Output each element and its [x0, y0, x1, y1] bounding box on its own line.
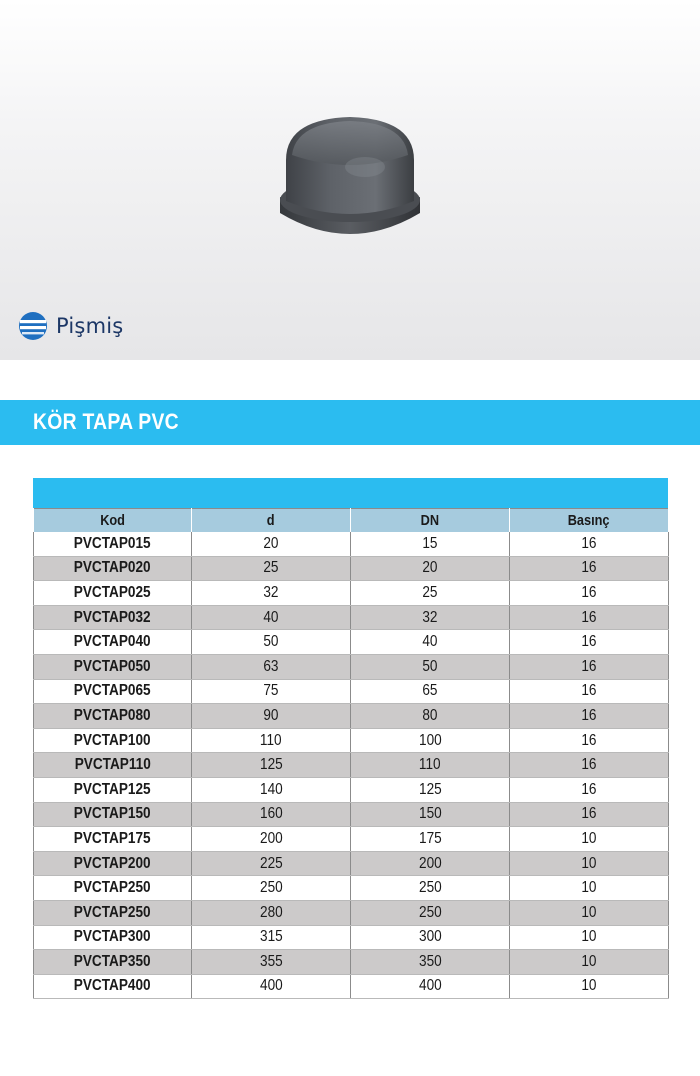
table-row — [34, 605, 669, 630]
table-row — [34, 679, 669, 704]
cell-d: 20 — [192, 532, 351, 556]
cell-dn: 25 — [351, 581, 510, 606]
cell-basinc: 10 — [510, 925, 669, 950]
cell-kod: PVCTAP025 — [34, 581, 192, 606]
cell-dn: 150 — [351, 802, 510, 827]
cell-basinc: 16 — [510, 532, 669, 556]
column-header-basinc: Basınç — [510, 509, 669, 533]
cell-d: 250 — [192, 876, 351, 901]
cell-dn: 250 — [351, 900, 510, 925]
cell-kod: PVCTAP110 — [34, 753, 192, 778]
cell-kod: PVCTAP040 — [34, 630, 192, 655]
cell-basinc: 16 — [510, 605, 669, 630]
cell-d: 400 — [192, 974, 351, 999]
cell-dn: 65 — [351, 679, 510, 704]
column-header-dn: DN — [351, 509, 510, 533]
cell-d: 75 — [192, 679, 351, 704]
table-row — [34, 753, 669, 778]
cell-dn: 200 — [351, 851, 510, 876]
cell-basinc: 10 — [510, 900, 669, 925]
cell-d: 160 — [192, 802, 351, 827]
cell-dn: 110 — [351, 753, 510, 778]
spec-table — [33, 508, 669, 999]
cell-kod: PVCTAP032 — [34, 605, 192, 630]
cell-dn: 80 — [351, 704, 510, 729]
cell-d: 90 — [192, 704, 351, 729]
cell-basinc: 10 — [510, 876, 669, 901]
cell-kod: PVCTAP125 — [34, 777, 192, 802]
spec-table-container — [33, 478, 668, 999]
cell-basinc: 16 — [510, 679, 669, 704]
table-row — [34, 851, 669, 876]
cell-d: 225 — [192, 851, 351, 876]
cell-d: 355 — [192, 950, 351, 975]
cell-kod: PVCTAP250 — [34, 900, 192, 925]
table-header-row — [34, 509, 669, 533]
cell-dn: 32 — [351, 605, 510, 630]
cell-d: 25 — [192, 556, 351, 581]
cell-basinc: 10 — [510, 827, 669, 852]
cell-d: 200 — [192, 827, 351, 852]
table-row — [34, 876, 669, 901]
table-row — [34, 950, 669, 975]
pismis-logo-icon — [18, 311, 48, 341]
cell-basinc: 16 — [510, 753, 669, 778]
cell-basinc: 16 — [510, 630, 669, 655]
cell-basinc: 16 — [510, 728, 669, 753]
column-header-kod: Kod — [34, 509, 192, 533]
column-header-d: d — [192, 509, 351, 533]
cell-d: 40 — [192, 605, 351, 630]
table-row — [34, 925, 669, 950]
cell-basinc: 16 — [510, 704, 669, 729]
cell-dn: 400 — [351, 974, 510, 999]
table-row — [34, 900, 669, 925]
cell-kod: PVCTAP100 — [34, 728, 192, 753]
cell-d: 125 — [192, 753, 351, 778]
brand-name: Pişmiş — [56, 314, 124, 338]
cell-kod: PVCTAP015 — [34, 532, 192, 556]
cell-kod: PVCTAP050 — [34, 654, 192, 679]
cell-dn: 250 — [351, 876, 510, 901]
table-row — [34, 556, 669, 581]
cell-basinc: 10 — [510, 974, 669, 999]
table-row — [34, 654, 669, 679]
product-hero — [0, 0, 700, 360]
table-row — [34, 777, 669, 802]
pvc-end-cap-image — [270, 105, 430, 255]
cell-kod: PVCTAP020 — [34, 556, 192, 581]
cell-dn: 175 — [351, 827, 510, 852]
cell-dn: 300 — [351, 925, 510, 950]
title-band — [0, 400, 700, 445]
cell-basinc: 16 — [510, 654, 669, 679]
cell-dn: 50 — [351, 654, 510, 679]
cell-dn: 40 — [351, 630, 510, 655]
table-row — [34, 532, 669, 556]
cell-kod: PVCTAP150 — [34, 802, 192, 827]
cell-dn: 350 — [351, 950, 510, 975]
cell-dn: 125 — [351, 777, 510, 802]
cell-d: 315 — [192, 925, 351, 950]
table-row — [34, 802, 669, 827]
cell-basinc: 16 — [510, 556, 669, 581]
cell-kod: PVCTAP250 — [34, 876, 192, 901]
table-body — [34, 532, 669, 999]
table-row — [34, 581, 669, 606]
cell-basinc: 10 — [510, 950, 669, 975]
table-row — [34, 728, 669, 753]
page-title: KÖR TAPA PVC — [33, 409, 179, 434]
cell-basinc: 16 — [510, 777, 669, 802]
cell-dn: 20 — [351, 556, 510, 581]
cell-basinc: 16 — [510, 581, 669, 606]
brand-logo — [18, 309, 123, 343]
cell-d: 50 — [192, 630, 351, 655]
cell-d: 280 — [192, 900, 351, 925]
cell-kod: PVCTAP400 — [34, 974, 192, 999]
cell-dn: 100 — [351, 728, 510, 753]
table-top-bar — [33, 478, 668, 508]
cell-d: 32 — [192, 581, 351, 606]
table-row — [34, 827, 669, 852]
cell-d: 110 — [192, 728, 351, 753]
cell-d: 140 — [192, 777, 351, 802]
cell-d: 63 — [192, 654, 351, 679]
cell-kod: PVCTAP350 — [34, 950, 192, 975]
cell-kod: PVCTAP065 — [34, 679, 192, 704]
cell-basinc: 16 — [510, 802, 669, 827]
cell-kod: PVCTAP175 — [34, 827, 192, 852]
cell-kod: PVCTAP080 — [34, 704, 192, 729]
table-row — [34, 974, 669, 999]
cell-kod: PVCTAP200 — [34, 851, 192, 876]
table-row — [34, 630, 669, 655]
cell-dn: 15 — [351, 532, 510, 556]
table-row — [34, 704, 669, 729]
cell-basinc: 10 — [510, 851, 669, 876]
cell-kod: PVCTAP300 — [34, 925, 192, 950]
